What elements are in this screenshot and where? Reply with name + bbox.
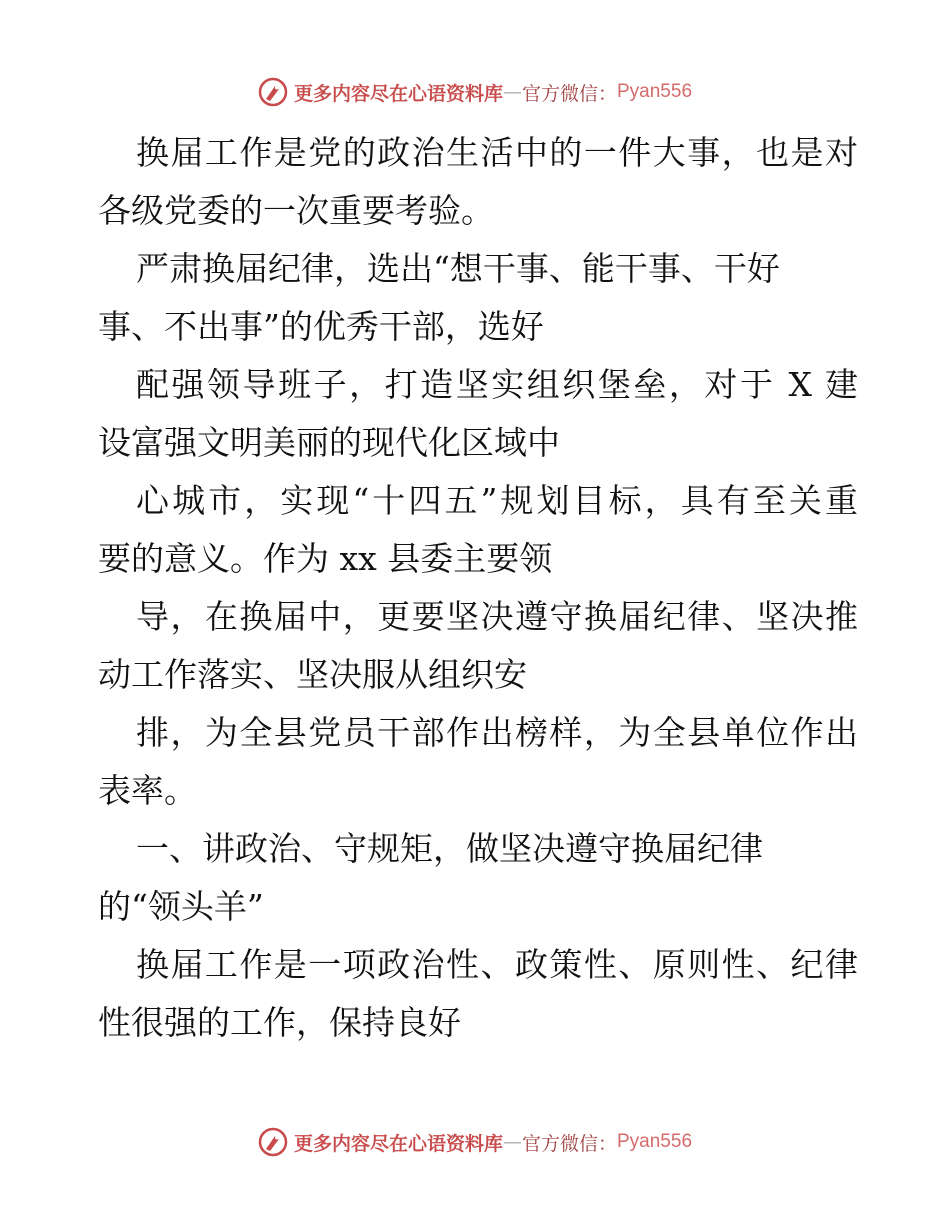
footer-banner [0, 1122, 950, 1162]
text-line: 导，在换届中，更要坚决遵守换届纪律、坚决推 [136, 597, 858, 636]
section-heading: 一、讲政治、守规矩，做坚决遵守换届纪律 [136, 829, 763, 868]
text-line: 事、不出事”的优秀干部，选好 [98, 307, 544, 346]
text-line: 排，为全县党员干部作出榜样，为全县单位作出 [136, 713, 858, 752]
pen-nib-icon [258, 77, 288, 107]
document-body [98, 124, 858, 1052]
wechat-account: Pyan556 [617, 1131, 693, 1152]
text-line: 设富强文明美丽的现代化区域中 [98, 423, 560, 462]
text-line: 配强领导班子，打造坚实组织堡垒，对于 X 建 [136, 365, 858, 404]
wechat-label: 官方微信： [521, 82, 617, 105]
text-line: 严肃换届纪律，选出“想干事、能干事、干好 [136, 249, 780, 288]
site-name: 更多内容尽在心语资料库 [293, 82, 503, 105]
section-heading-cont: 的“领头羊” [98, 887, 264, 926]
text-line: 换届工作是党的政治生活中的一件大事，也是对 [136, 133, 858, 172]
text-line: 换届工作是一项政治性、政策性、原则性、纪律 [136, 945, 858, 984]
header-banner [0, 72, 950, 112]
banner-separator: — [502, 81, 522, 103]
site-name: 更多内容尽在心语资料库 [293, 1132, 503, 1155]
text-line: 各级党委的一次重要考验。 [98, 191, 494, 230]
text-line: 表率。 [98, 771, 197, 810]
wechat-label: 官方微信： [521, 1132, 617, 1155]
text-line: 动工作落实、坚决服从组织安 [98, 655, 527, 694]
banner-separator: — [502, 1131, 522, 1153]
text-line: 要的意义。作为 xx 县委主要领 [98, 539, 553, 578]
text-line: 性很强的工作，保持良好 [98, 1003, 461, 1042]
wechat-account: Pyan556 [617, 81, 693, 102]
pen-nib-icon [258, 1127, 288, 1157]
text-line: 心城市，实现“十四五”规划目标，具有至关重 [136, 481, 858, 520]
